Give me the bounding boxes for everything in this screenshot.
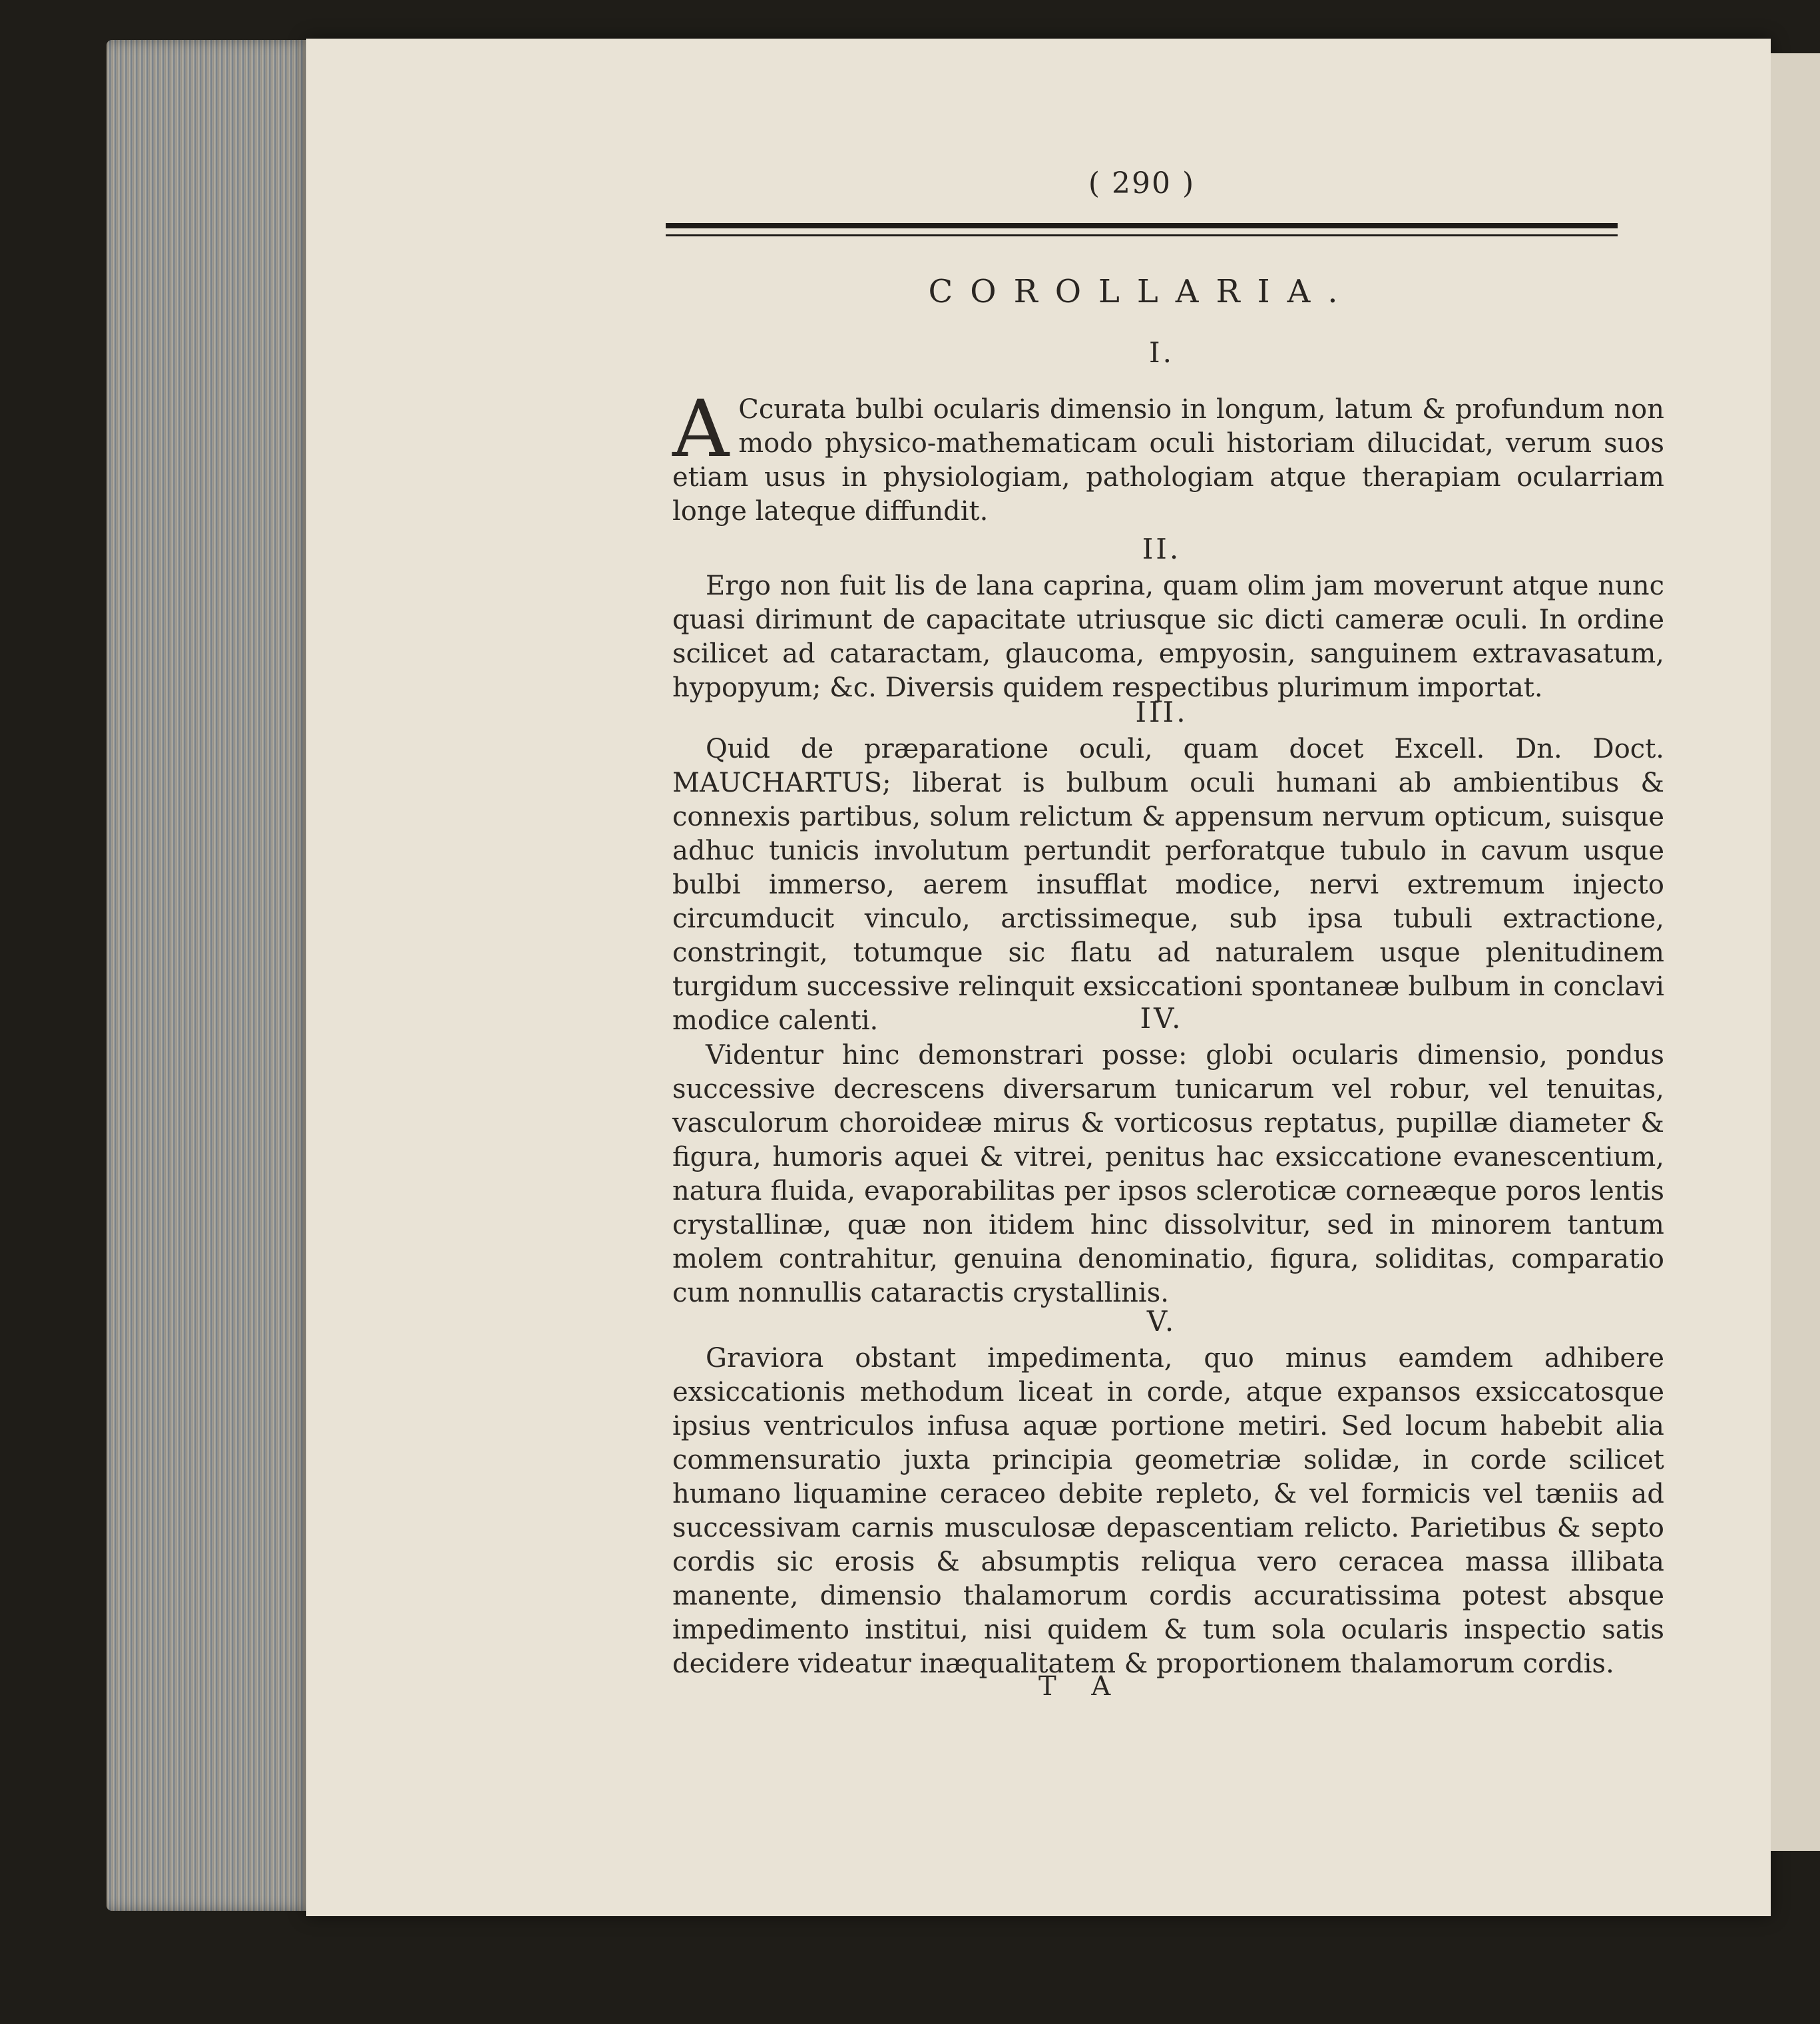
book-page-edges [107, 40, 320, 1911]
section-title: COROLLARIA. [928, 273, 1355, 310]
corollary-numeral-3: III. [1135, 696, 1188, 728]
header-rule-thin [666, 234, 1618, 236]
corollary-numeral-4: IV. [1140, 1002, 1184, 1035]
corollary-paragraph-5: Graviora obstant impedimenta, quo minus eamdem adhibere exsiccationis methodum liceat in corde, atque expansos exsiccatosque ipsius ventriculos infusa aquæ portione metiri. Sed locum habebit alia commensuratio juxta principia geometriæ solidæ, in corde scilicet humano liquamine ceraceo debite repleto, & vel formicis vel tæniis ad successivam carnis musculosæ depascentiam relicto. Parietibus & septo cordis sic erosis & absumptis reliqua vero ceracea massa illibata manente, dimensio thalamorum cordis accuratissima potest absque impedimento institui, nisi quidem & tum sola ocularis inspectio satis decidere videatur inæqualitatem & proportionem thalamorum cordis. [672, 1343, 1664, 1679]
catchword: T A [1038, 1671, 1124, 1702]
corollary-paragraph-3: Quid de præparatione oculi, quam docet Excell. Dn. Doct. MAUCHARTUS; liberat is bulbum oculi humani ab ambientibus & connexis partibus, solum relictum & appensum nervum opticum, suisque adhuc tunicis involutum pertundit perforatque tubulo in cavum usque bulbi immerso, aerem insufflat modice, nervi extremum injecto circumducit vinculo, arctissimeque, sub ipsa tubuli extractione, constringit, totumque sic flatu ad naturalem usque plenitudinem turgidum successive relinquit exsiccationi spontaneæ bulbum in conclavi modice calenti. [672, 734, 1664, 1036]
corollary-paragraph-1 [672, 383, 1664, 529]
drop-cap: A [672, 383, 730, 475]
header-rule-thick [666, 223, 1618, 228]
paragraph-text: Ccurata bulbi ocularis dimensio in longum, latum & profundum non modo physico-mathematicam oculi historiam dilucidat, verum suos etiam usus in physiologiam, pathologiam atque therapiam ocularriam longe lateque diffundit. [672, 394, 1664, 527]
corollary-paragraph-2: Ergo non fuit lis de lana caprina, quam olim jam moverunt atque nunc quasi dirimunt de capacitate utriusque sic dicti cameræ oculi. In ordine scilicet ad cataractam, glaucoma, empyosin, sanguinem extravasatum, hypopyum; &c. Diversis quidem respectibus plurimum importat. [672, 571, 1664, 703]
corollary-numeral-5: V. [1146, 1305, 1177, 1338]
facing-page-edge [1771, 53, 1820, 1851]
corollary-numeral-1: I. [1149, 336, 1174, 369]
corollary-paragraph-4: Videntur hinc demonstrari posse: globi ocularis dimensio, pondus successive decrescens diversarum tunicarum vel robur, vel tenuitas, vasculorum choroideæ mirus & vorticosus reptatus, pupillæ diameter & figura, humoris aquei & vitrei, penitus hac exsiccatione evanescentium, natura fluida, evaporabilitas per ipsos scleroticæ corneæque poros lentis crystallinæ, quæ non itidem hinc dissolvitur, sed in minorem tantum molem contrahitur, genuina denominatio, figura, soliditas, comparatio cum nonnullis cataractis crystallinis. [672, 1040, 1664, 1308]
page-number: ( 290 ) [1088, 166, 1196, 200]
corollary-numeral-2: II. [1142, 533, 1182, 565]
